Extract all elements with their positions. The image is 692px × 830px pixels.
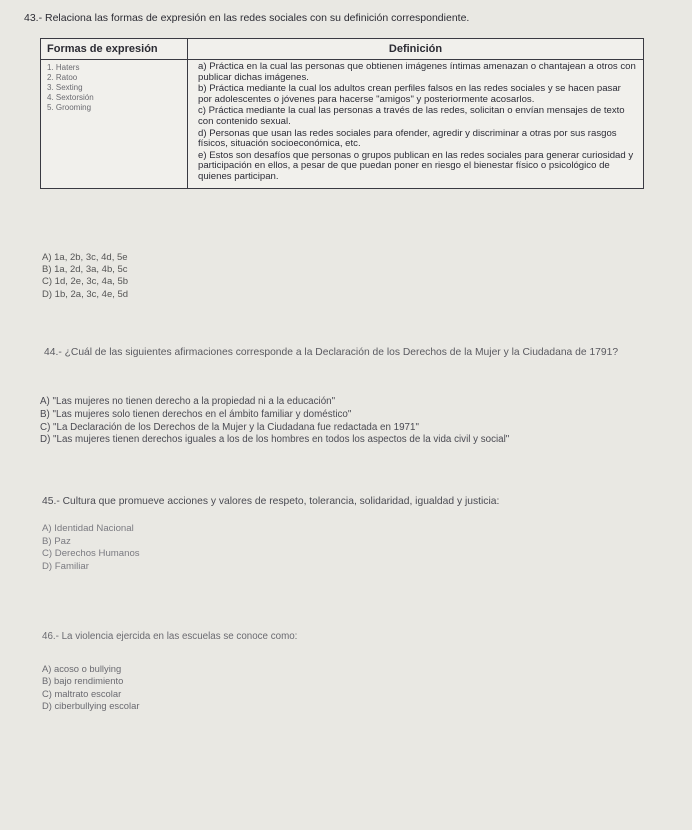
definition-item: e) Estos son desafíos que personas o grupos publican en las redes sociales para generar curiosidad y participación en ellos, a pesar de que puedan poner en riesgo el bienestar físico o psicológico de quienes participan. (198, 149, 634, 182)
option-a[interactable]: A) acoso o bullying (42, 663, 122, 674)
option-b[interactable]: B) Paz (42, 535, 71, 547)
option-b[interactable]: B) bajo rendimiento (42, 675, 124, 687)
form-item: 4. Sextorsión (47, 93, 94, 102)
question-43-title: 43.- Relaciona las formas de expresión en las redes sociales con su definición correspondiente. (24, 12, 470, 24)
definition-item: b) Práctica mediante la cual los adultos crean perfiles falsos en las redes sociales y se hacen pasar por adolescentes o jóvenes para hacerse "amigos" y posteriormente acosarlos. (198, 83, 621, 105)
option-c[interactable]: C) maltrato escolar (42, 687, 122, 699)
option-d[interactable]: D) ciberbullying escolar (42, 700, 140, 712)
question-43-options (42, 252, 128, 301)
question-45-title: 45.- Cultura que promueve acciones y valores de respeto, tolerancia, solidaridad, igualdad y justicia: (42, 496, 500, 507)
form-item: 2. Ratoo (47, 73, 78, 82)
matching-table (40, 38, 644, 189)
forms-column (41, 60, 188, 189)
form-item: 5. Grooming (47, 103, 92, 112)
question-44-options (40, 396, 509, 447)
option-b[interactable]: B) "Las mujeres solo tienen derechos en el ámbito familiar y doméstico" (40, 408, 352, 420)
option-c[interactable]: C) "La Declaración de los Derechos de la Mujer y la Ciudadana fue redactada en 1971" (40, 421, 419, 433)
option-a[interactable]: A) 1a, 2b, 3c, 4d, 5e (42, 252, 128, 263)
definition-item: a) Práctica en la cual las personas que obtienen imágenes íntimas amenazan o chantajean a otros con publicar dichas imágenes. (198, 61, 636, 83)
table-header-forms: Formas de expresión (41, 39, 188, 60)
definition-item: c) Práctica mediante la cual las personas a través de las redes, solicitan o envían mensajes de texto con contenido sexual. (198, 105, 625, 127)
form-item: 1. Haters (47, 63, 80, 72)
option-b[interactable]: B) 1a, 2d, 3a, 4b, 5c (42, 264, 128, 276)
option-d[interactable]: D) 1b, 2a, 3c, 4e, 5d (42, 288, 129, 300)
definition-item: d) Personas que usan las redes sociales para ofender, agredir y discriminar a otras por sus rasgos físicos, situación socioeconómica, etc. (198, 127, 617, 150)
option-d[interactable]: D) "Las mujeres tienen derechos iguales a los de los hombres en todos los aspectos de la vida civil y social" (40, 434, 510, 446)
option-c[interactable]: C) Derechos Humanos (42, 548, 140, 560)
table-header-definition: Definición (188, 39, 644, 60)
option-d[interactable]: D) Familiar (42, 560, 89, 572)
option-a[interactable]: A) "Las mujeres no tienen derecho a la propiedad ni a la educación" (40, 396, 336, 407)
definitions-column (188, 60, 644, 189)
question-45-options (42, 523, 140, 573)
option-a[interactable]: A) Identidad Nacional (42, 523, 134, 534)
question-46-options (42, 663, 139, 713)
question-46-title: 46.- La violencia ejercida en las escuelas se conoce como: (42, 631, 298, 642)
option-c[interactable]: C) 1d, 2e, 3c, 4a, 5b (42, 276, 129, 288)
form-item: 3. Sexting (47, 83, 83, 92)
question-44-title: 44.- ¿Cuál de las siguientes afirmaciones corresponde a la Declaración de los Derechos de la Mujer y la Ciudadana de 1791? (44, 347, 619, 358)
